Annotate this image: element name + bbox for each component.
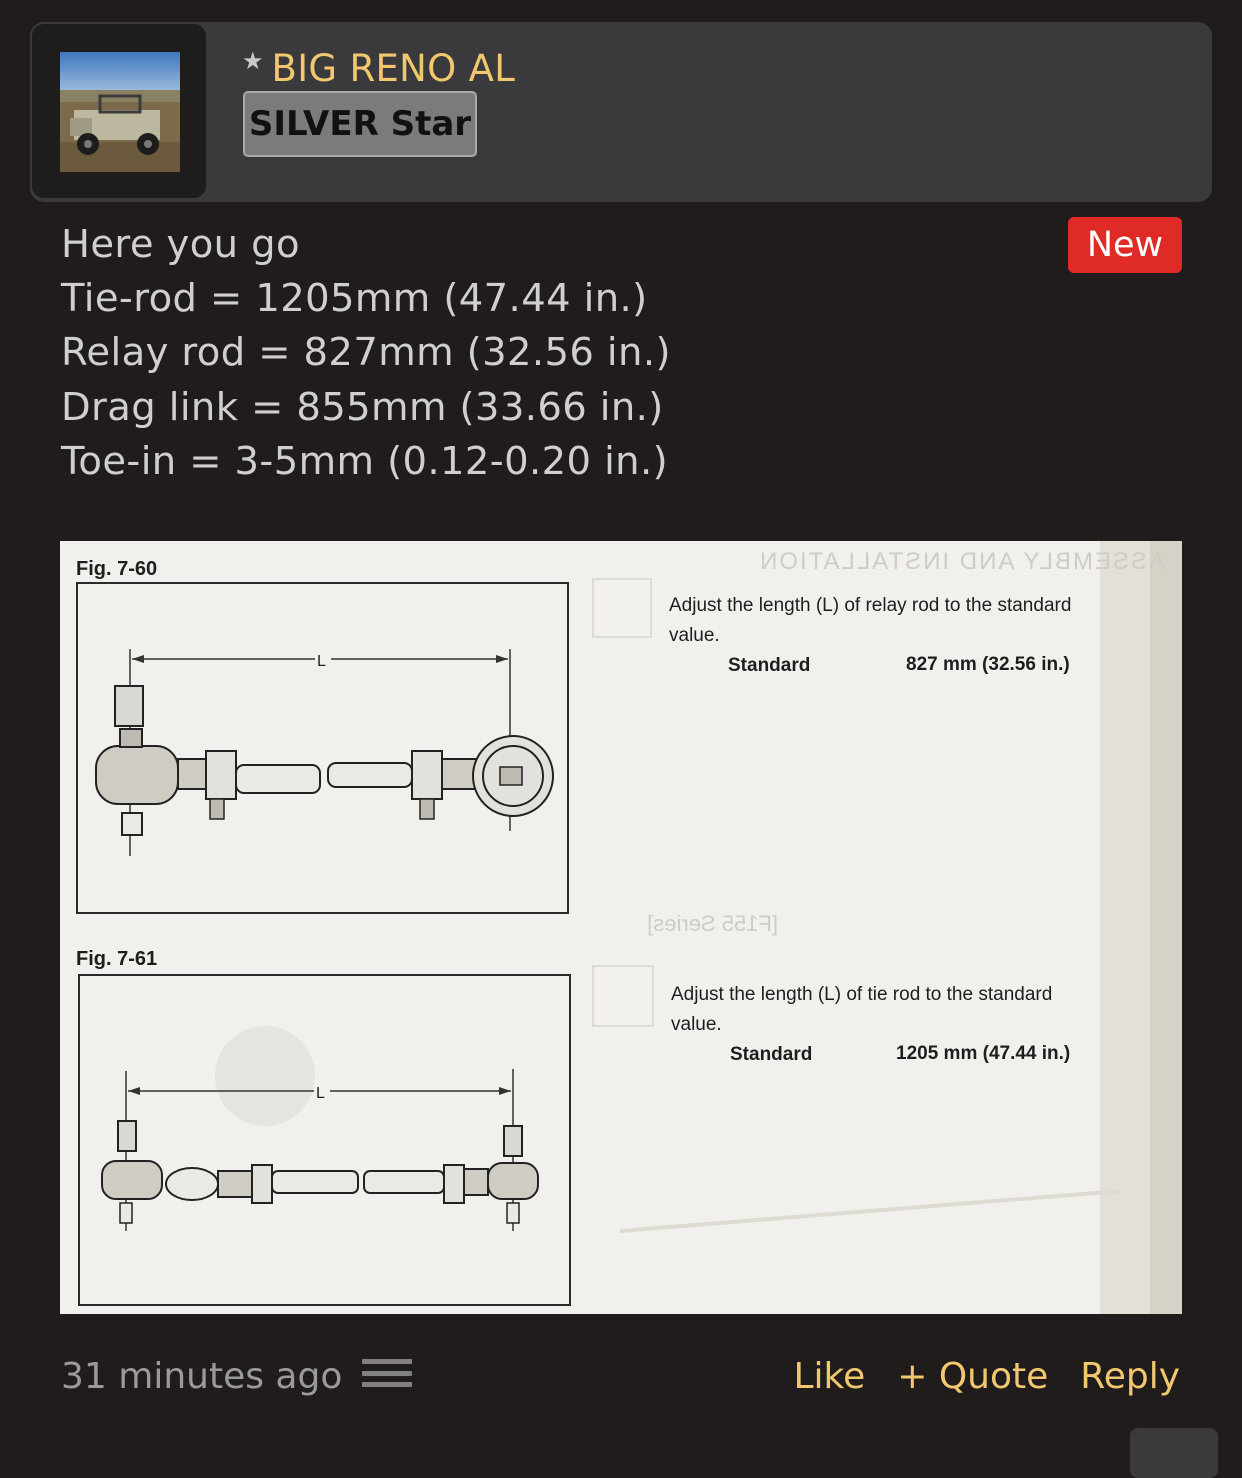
reply-button[interactable]: Reply — [1080, 1356, 1180, 1397]
figure-frame — [79, 975, 570, 1305]
post-actions — [761, 1352, 1180, 1402]
fig-label: Fig. 7-61 — [76, 948, 158, 970]
star-icon: ★ — [242, 47, 264, 75]
standard-value: 1205 mm (47.44 in.) — [896, 1043, 1071, 1064]
post-timestamp[interactable]: 31 minutes ago — [61, 1356, 343, 1397]
post-line: Here you go — [61, 222, 300, 267]
standard-value: 827 mm (32.56 in.) — [906, 654, 1070, 675]
avatar-frame[interactable] — [32, 24, 206, 198]
scroll-top-button[interactable] — [1130, 1428, 1218, 1478]
author-row — [242, 46, 515, 90]
like-button[interactable]: Like — [793, 1356, 866, 1397]
user-rank-badge: SILVER Star — [243, 91, 477, 157]
dimension-label: L — [317, 653, 326, 670]
standard-label: Standard — [730, 1044, 813, 1065]
fig-instruction: Adjust the length (L) of relay rod to the standard — [669, 595, 1072, 616]
standard-label: Standard — [728, 655, 811, 676]
post-line: Drag link = 855mm (33.66 in.) — [61, 384, 664, 430]
new-badge: New — [1068, 217, 1182, 273]
dimension-label: L — [316, 1085, 325, 1102]
mirrored-series-label: [F155 Series] — [647, 911, 778, 936]
post-body — [61, 218, 671, 489]
post-line: Tie-rod = 1205mm (47.44 in.) — [61, 276, 648, 322]
post-line: Toe-in = 3-5mm (0.12-0.20 in.) — [61, 438, 669, 484]
fig-label: Fig. 7-60 — [76, 558, 158, 580]
post-author-header — [30, 22, 1212, 202]
attached-manual-image[interactable] — [60, 541, 1182, 1314]
author-username[interactable]: BIG RENO AL — [271, 46, 516, 90]
avatar[interactable] — [60, 52, 180, 172]
menu-icon[interactable] — [362, 1359, 412, 1391]
post-line: Relay rod = 827mm (32.56 in.) — [61, 330, 671, 376]
fig-instruction: Adjust the length (L) of tie rod to the standard — [671, 984, 1053, 1005]
fig-instruction: value. — [669, 625, 720, 646]
mirrored-header: ASSEMBLY AND INSTALLATION — [758, 548, 1165, 575]
fig-instruction: value. — [671, 1014, 722, 1035]
quote-button[interactable]: + Quote — [897, 1356, 1049, 1397]
